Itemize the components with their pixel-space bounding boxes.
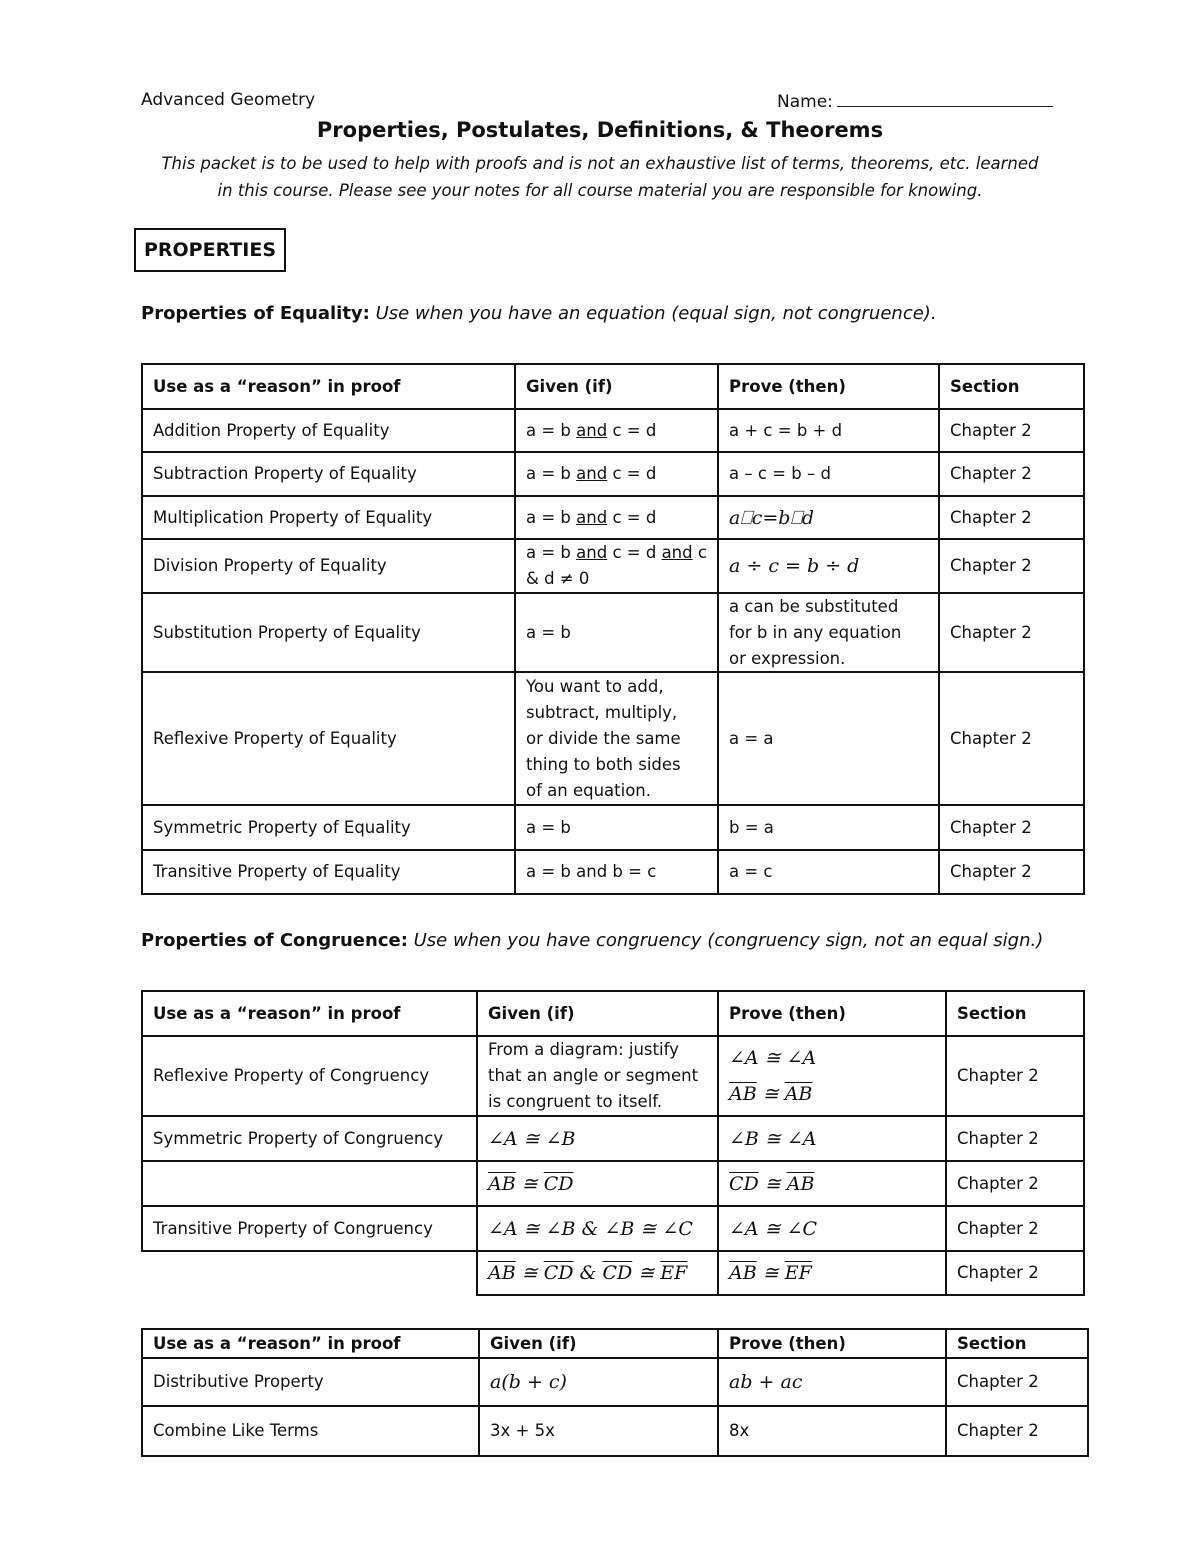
table-row-section: Chapter 2: [950, 862, 1032, 881]
col-header-section: Section: [950, 376, 1020, 396]
table-row-given: ∠A ≅ ∠B: [488, 1127, 576, 1150]
table-row-reason: Reflexive Property of Congruency: [153, 1066, 430, 1085]
congruence-section-label: [141, 930, 1043, 951]
table-row-given: a = b and c = d: [526, 420, 657, 440]
table-row-given: a(b + c): [490, 1371, 567, 1393]
table-row-given: $\overline{AB}$ ≅ $\overline{CD}$: [488, 1172, 574, 1195]
congruence-label: Properties of Congruence:: [141, 930, 408, 951]
intro-text: [140, 150, 1060, 204]
col-header-section: Section: [957, 1333, 1027, 1353]
table-row-prove: 8x: [729, 1421, 750, 1440]
table-row-given: a = b and c = d: [526, 507, 657, 527]
table-row-section: Chapter 2: [950, 464, 1032, 483]
table-row-section: Chapter 2: [957, 1128, 1039, 1148]
course-name: Advanced Geometry: [141, 90, 316, 110]
intro-line-1: This packet is to be used to help with proofs and is not an exhaustive list of terms, theorems, etc. learned: [161, 154, 1039, 173]
col-header-prove: Prove (then): [729, 1003, 846, 1023]
col-header-section: Section: [957, 1003, 1027, 1023]
table-row-prove: a = c: [729, 862, 773, 881]
table-row-given: You want to add, subtract, multiply, or divide the same thing to both sides of an equation.: [526, 676, 681, 800]
table-row-prove: ∠A ≅ ∠A $\overline{AB}$ ≅ $\overline{AB}$: [729, 1047, 817, 1105]
col-header-reason: Use as a “reason” in proof: [153, 1333, 401, 1353]
table-row-prove: a = a: [729, 728, 774, 748]
equality-section-label: [141, 303, 937, 324]
table-row-reason: Symmetric Property of Congruency: [153, 1128, 444, 1148]
table-row-prove: a + c = b + d: [729, 420, 843, 440]
col-header-given: Given (if): [526, 376, 613, 396]
table-row-prove: ∠A ≅ ∠C: [729, 1217, 818, 1240]
page-title: Properties, Postulates, Definitions, & Theorems: [316, 118, 884, 142]
table-row-reason: Addition Property of Equality: [153, 420, 390, 440]
table-row-reason: Symmetric Property of Equality: [153, 817, 411, 837]
table-row-section: Chapter 2: [950, 507, 1032, 527]
table-row-given: 3x + 5x: [490, 1421, 555, 1440]
table-row-given: a = b and c = d: [526, 464, 657, 483]
table-row-prove: $\overline{CD}$ ≅ $\overline{AB}$: [729, 1172, 815, 1195]
name-label: Name:: [777, 92, 833, 112]
table-row-section: Chapter 2: [957, 1173, 1039, 1193]
table-row-section: Chapter 2: [957, 1066, 1039, 1085]
table-row-prove: ab + ac: [729, 1371, 803, 1393]
table-row-reason: Reflexive Property of Equality: [153, 728, 397, 748]
section-heading-properties: PROPERTIES: [134, 228, 286, 272]
table-row-section: Chapter 2: [950, 420, 1032, 440]
table-row-prove: a – c = b – d: [729, 464, 831, 483]
table-row-section: Chapter 2: [950, 556, 1032, 575]
table-row-given: a = b: [526, 622, 571, 642]
table-row-given: a = b and b = c: [526, 862, 657, 881]
col-header-given: Given (if): [490, 1333, 577, 1353]
table-row-given: a = b: [526, 817, 571, 837]
col-header-reason: Use as a “reason” in proof: [153, 1003, 401, 1023]
table-row-prove: a can be substituted for b in any equation or expression.: [729, 596, 902, 668]
table-row-reason: Distributive Property: [153, 1372, 324, 1391]
table-row-reason: Combine Like Terms: [153, 1421, 319, 1440]
col-header-prove: Prove (then): [729, 376, 846, 396]
table-row-given: $\overline{AB}$ ≅ $\overline{CD}$ & $\overline{CD}$ ≅ $\overline{EF}$: [488, 1262, 688, 1284]
table-row-section: Chapter 2: [950, 728, 1032, 748]
table-row-prove: ∠B ≅ ∠A: [729, 1127, 817, 1150]
congruence-note: Use when you have congruency (congruency sign, not an equal sign.): [407, 930, 1044, 951]
table-row-section: Chapter 2: [957, 1421, 1039, 1440]
table-row-section: Chapter 2: [950, 622, 1032, 642]
col-header-reason: Use as a “reason” in proof: [153, 376, 401, 396]
name-blank-line: [837, 90, 1053, 107]
table-row-reason: Substitution Property of Equality: [153, 622, 421, 642]
table-row-section: Chapter 2: [950, 817, 1032, 837]
table-row-given: From a diagram: justify that an angle or segment is congruent to itself.: [488, 1040, 699, 1111]
intro-line-2: in this course. Please see your notes for all course material you are responsible for knowing.: [217, 181, 983, 200]
table-row-reason: Transitive Property of Congruency: [153, 1218, 433, 1238]
table-row-prove: b = a: [729, 817, 774, 837]
table-row-section: Chapter 2: [957, 1263, 1039, 1282]
name-field: [777, 90, 1053, 112]
table-row-reason: Transitive Property of Equality: [153, 862, 401, 881]
table-row-prove: $\overline{AB}$ ≅ $\overline{EF}$: [729, 1262, 812, 1284]
table-row-section: Chapter 2: [957, 1218, 1039, 1238]
table-row-reason: Subtraction Property of Equality: [153, 464, 417, 483]
equality-label: Properties of Equality:: [141, 303, 370, 324]
table-row-section: Chapter 2: [957, 1372, 1039, 1391]
table-row-given: a = b and c = d and c & d ≠ 0: [526, 543, 707, 588]
table-row-prove: a⎕c=b⎕d: [729, 506, 815, 529]
table-row-prove: a ÷ c = b ÷ d: [729, 555, 860, 577]
table-row-reason: Multiplication Property of Equality: [153, 507, 433, 527]
col-header-prove: Prove (then): [729, 1333, 846, 1353]
table-row-reason: Division Property of Equality: [153, 556, 387, 575]
table-row-given: ∠A ≅ ∠B & ∠B ≅ ∠C: [488, 1217, 693, 1240]
equality-note: Use when you have an equation (equal sign, not congruence).: [369, 303, 937, 324]
col-header-given: Given (if): [488, 1003, 575, 1023]
